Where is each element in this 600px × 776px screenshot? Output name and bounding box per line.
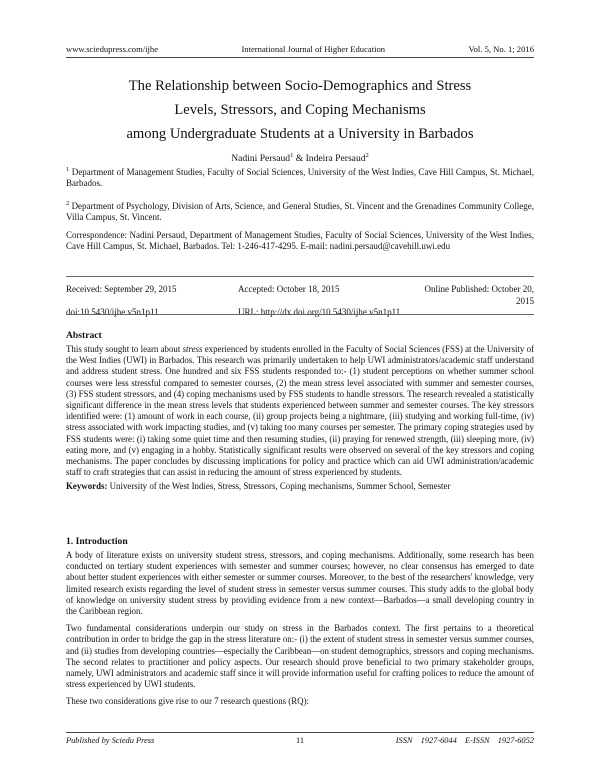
keywords-text: University of the West Indies, Stress, Stressors, Coping mechanisms, Summer School, Semester <box>107 481 451 492</box>
accepted-date: Accepted: October 18, 2015 <box>238 284 340 294</box>
publisher: Published by Sciedu Press <box>66 736 155 745</box>
divider <box>66 276 534 277</box>
affiliation-text: Department of Management Studies, Faculty of Social Sciences, University of the West Indies, Cave Hill Campus, St. Michael, Barbados. <box>66 167 534 189</box>
author-name: Indeira Persaud <box>305 153 366 165</box>
affiliation-marker: 1 <box>290 152 294 159</box>
page-number: 11 <box>295 736 305 745</box>
volume-info: Vol. 5, No. 1; 2016 <box>468 44 534 54</box>
affiliation-text: Department of Psychology, Division of Arts, Science, and General Studies, St. Vincent and the Grenadines Community College, Villa Campus, St. Vincent. <box>66 201 534 223</box>
title-block <box>66 74 534 164</box>
keywords-label: Keywords: <box>66 481 108 492</box>
author-list <box>66 152 534 164</box>
paper-title-line-1: The Relationship between Socio-Demographics and Stress <box>128 78 472 94</box>
author-name: Nadini Persaud <box>231 153 291 165</box>
abstract-text-part: This study sought to learn about <box>66 344 183 354</box>
introduction-paragraph-3: These two considerations give rise to our 7 research questions (RQ): <box>66 696 310 707</box>
divider <box>66 314 534 315</box>
paper-title-line-3: among Undergraduate Students at a University in Barbados <box>126 126 474 142</box>
abstract-heading: Abstract <box>66 330 102 341</box>
doi-url[interactable]: URL: http://dx.doi.org/10.5430/ijhe.v5n1p11 <box>238 307 401 318</box>
running-header <box>66 44 534 58</box>
abstract-section <box>66 330 534 493</box>
received-date: Received: September 29, 2015 <box>66 284 177 294</box>
published-date: Online Published: October 20, 2015 <box>424 284 534 306</box>
author-separator: & <box>293 153 306 165</box>
introduction-section <box>66 536 534 708</box>
introduction-paragraph-2: Two fundamental considerations underpin our study on stress in the Barbados context. The first pertains to a theoretical contribution in order to bridge the gap in the stress literature on:- (i) the extent of student stress in semester versus summer courses, and (ii) studies from developing countries—especially the Caribbean—on student demographics, stressors and coping mechanisms. The second relates to practitioner and policy aspects. Our research should prove beneficial to two primary stakeholder groups, namely, UWI administrators and academic staff since it will provide information useful for crafting polices to reduce the amount of stress experienced by UWI students. <box>66 623 534 690</box>
affiliation-marker: 1 <box>66 166 70 173</box>
affiliation-marker: 2 <box>365 152 369 159</box>
abstract-text <box>66 344 534 478</box>
abstract-emphasis: stress <box>182 344 203 354</box>
affiliation-2 <box>66 198 534 224</box>
affiliation-marker: 2 <box>66 200 70 207</box>
abstract-text-part: experienced by students enrolled in the Faculty of Social Sciences (FSS) at the University of the West Indies (UWI) in Barbados. This research was primarily undertaken to help UWI administrators/academic staff understand and address student stress. One hundred and six FSS students responded to:- (1) student perceptions on whether summer school courses were less stressful compared to semester courses, (2) the mean stress level associated with summer and semester courses, (3) FSS student stressors, and (4) coping mechanisms used by FSS students to handle stressors. The research revealed a statistically significant difference in the mean stress levels that students experienced between summer and semester courses. The key stressors identified were: (1) amount of work in each course, (ii) group projects being a nightmare, (iii) studying and working full-time, (iv) stress associated with work impacting studies, and (v) taking too many courses per semester. The primary coping strategies used by FSS students were: (i) taking some quiet time and then resuming studies, (ii) praying for renewed strength, (iii) sleeping more, (iv) eating more, and (v) engaging in a hobby. Statistically significant results were observed on several of the key stressors and coping mechanisms. The paper concludes by discussing implications for policy and practice which can aid UWI administration/academic staff to craft strategies that can assist in reducing the amount of stress experienced by students. <box>66 344 534 478</box>
introduction-paragraph-1: A body of literature exists on university student stress, stressors, and coping mechanisms. Additionally, some research has been conducted on tertiary student experiences with semester and summer courses; however, no clear consensus has emerged to date about better student experiences with either semester or summer courses. Moreover, to the best of the researchers' knowledge, very limited research exists regarding the level of student stress in semester versus summer courses. This study adds to the global body of knowledge on university student stress by providing evidence from a new context—Barbados—a small developing country in the Caribbean region. <box>66 550 534 617</box>
keywords <box>66 481 534 492</box>
journal-name: International Journal of Higher Education <box>241 44 386 54</box>
page-footer <box>66 732 534 745</box>
introduction-heading: 1. Introduction <box>66 536 128 547</box>
journal-url[interactable]: www.sciedupress.com/ijhe <box>66 44 159 54</box>
paper-title-line-2: Levels, Stressors, and Coping Mechanisms <box>174 102 426 118</box>
doi[interactable]: doi:10.5430/ijhe.v5n1p11 <box>66 307 159 318</box>
affiliation-1 <box>66 164 534 190</box>
issn: ISSN 1927-6044 E-ISSN 1927-6052 <box>395 736 534 745</box>
correspondence: Correspondence: Nadini Persaud, Department of Management Studies, Faculty of Social Sciences, University of the West Indies, Cave Hill Campus, St. Michael, Barbados. Tel: 1-246-417-4295. E-mail: nadini.persaud@cavehill.uwi.edu <box>66 230 534 252</box>
